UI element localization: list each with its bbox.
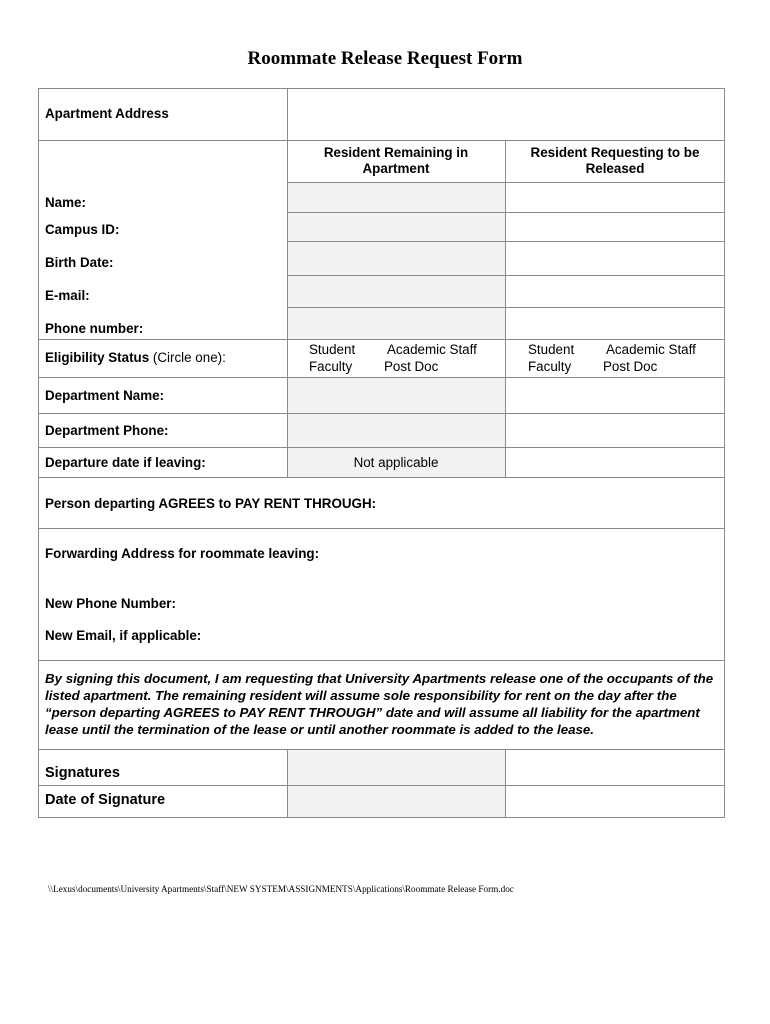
apartment-address-label: Apartment Address xyxy=(45,106,169,121)
option-faculty-requesting[interactable]: Faculty xyxy=(528,359,572,374)
eligibility-status-text: Eligibility Status xyxy=(45,350,150,365)
column-header-remaining: Resident Remaining in Apartment xyxy=(323,145,469,176)
campus-id-label: Campus ID: xyxy=(45,222,120,237)
phone-field-remaining[interactable] xyxy=(287,307,505,339)
campus-id-field-remaining[interactable] xyxy=(287,212,505,241)
page-title: Roommate Release Request Form xyxy=(247,48,523,69)
option-student-requesting[interactable]: Student xyxy=(528,342,575,357)
department-name-field-remaining[interactable] xyxy=(287,377,505,413)
option-academic-staff-remaining[interactable]: Academic Staff xyxy=(387,342,477,357)
signature-field-remaining[interactable] xyxy=(287,749,505,785)
department-phone-label: Department Phone: xyxy=(45,423,169,438)
email-field-remaining[interactable] xyxy=(287,275,505,307)
department-name-label: Department Name: xyxy=(45,388,165,403)
date-of-signature-label: Date of Signature xyxy=(45,792,166,808)
release-form xyxy=(38,88,725,818)
birth-date-label: Birth Date: xyxy=(45,255,114,270)
agreement-statement: By signing this document, I am requesting that University Apartments release one of the occupants of the listed apartment. The remaining resident will assume sole responsibility for rent on the day after the “person departing AGREES to PAY RENT THROUGH” date and will assume all liability for the apartment lease until the termination of the lease or until another roommate is added to the lease. xyxy=(45,671,714,737)
column-header-requesting: Resident Requesting to be Released xyxy=(530,145,700,176)
forwarding-address-label: Forwarding Address for roommate leaving: xyxy=(45,546,320,561)
email-label: E-mail: xyxy=(45,288,90,303)
option-faculty-remaining[interactable]: Faculty xyxy=(309,359,353,374)
name-label: Name: xyxy=(45,195,86,210)
option-post-doc-remaining[interactable]: Post Doc xyxy=(384,359,439,374)
birth-date-field-remaining[interactable] xyxy=(287,241,505,275)
new-email-label: New Email, if applicable: xyxy=(45,628,202,643)
option-academic-staff-requesting[interactable]: Academic Staff xyxy=(606,342,696,357)
pay-rent-through-label: Person departing AGREES to PAY RENT THROUGH: xyxy=(45,496,377,511)
apartment-address-field[interactable] xyxy=(288,89,724,140)
circle-one-hint: (Circle one): xyxy=(149,350,226,365)
department-phone-field-remaining[interactable] xyxy=(287,413,505,447)
signatures-label: Signatures xyxy=(45,765,120,781)
not-applicable-text: Not applicable xyxy=(353,455,439,470)
footer-file-path: \\Lexus\documents\University Apartments\Staff\NEW SYSTEM\ASSIGNMENTS\Applications\Roommate Release Form.doc xyxy=(48,884,514,894)
eligibility-status-label xyxy=(45,350,226,365)
name-field-remaining[interactable] xyxy=(287,182,505,212)
option-post-doc-requesting[interactable]: Post Doc xyxy=(603,359,658,374)
phone-number-label: Phone number: xyxy=(45,321,144,336)
option-student-remaining[interactable]: Student xyxy=(309,342,356,357)
new-phone-number-label: New Phone Number: xyxy=(45,596,176,611)
date-of-signature-field-remaining[interactable] xyxy=(287,785,505,818)
departure-date-label: Departure date if leaving: xyxy=(45,455,206,470)
